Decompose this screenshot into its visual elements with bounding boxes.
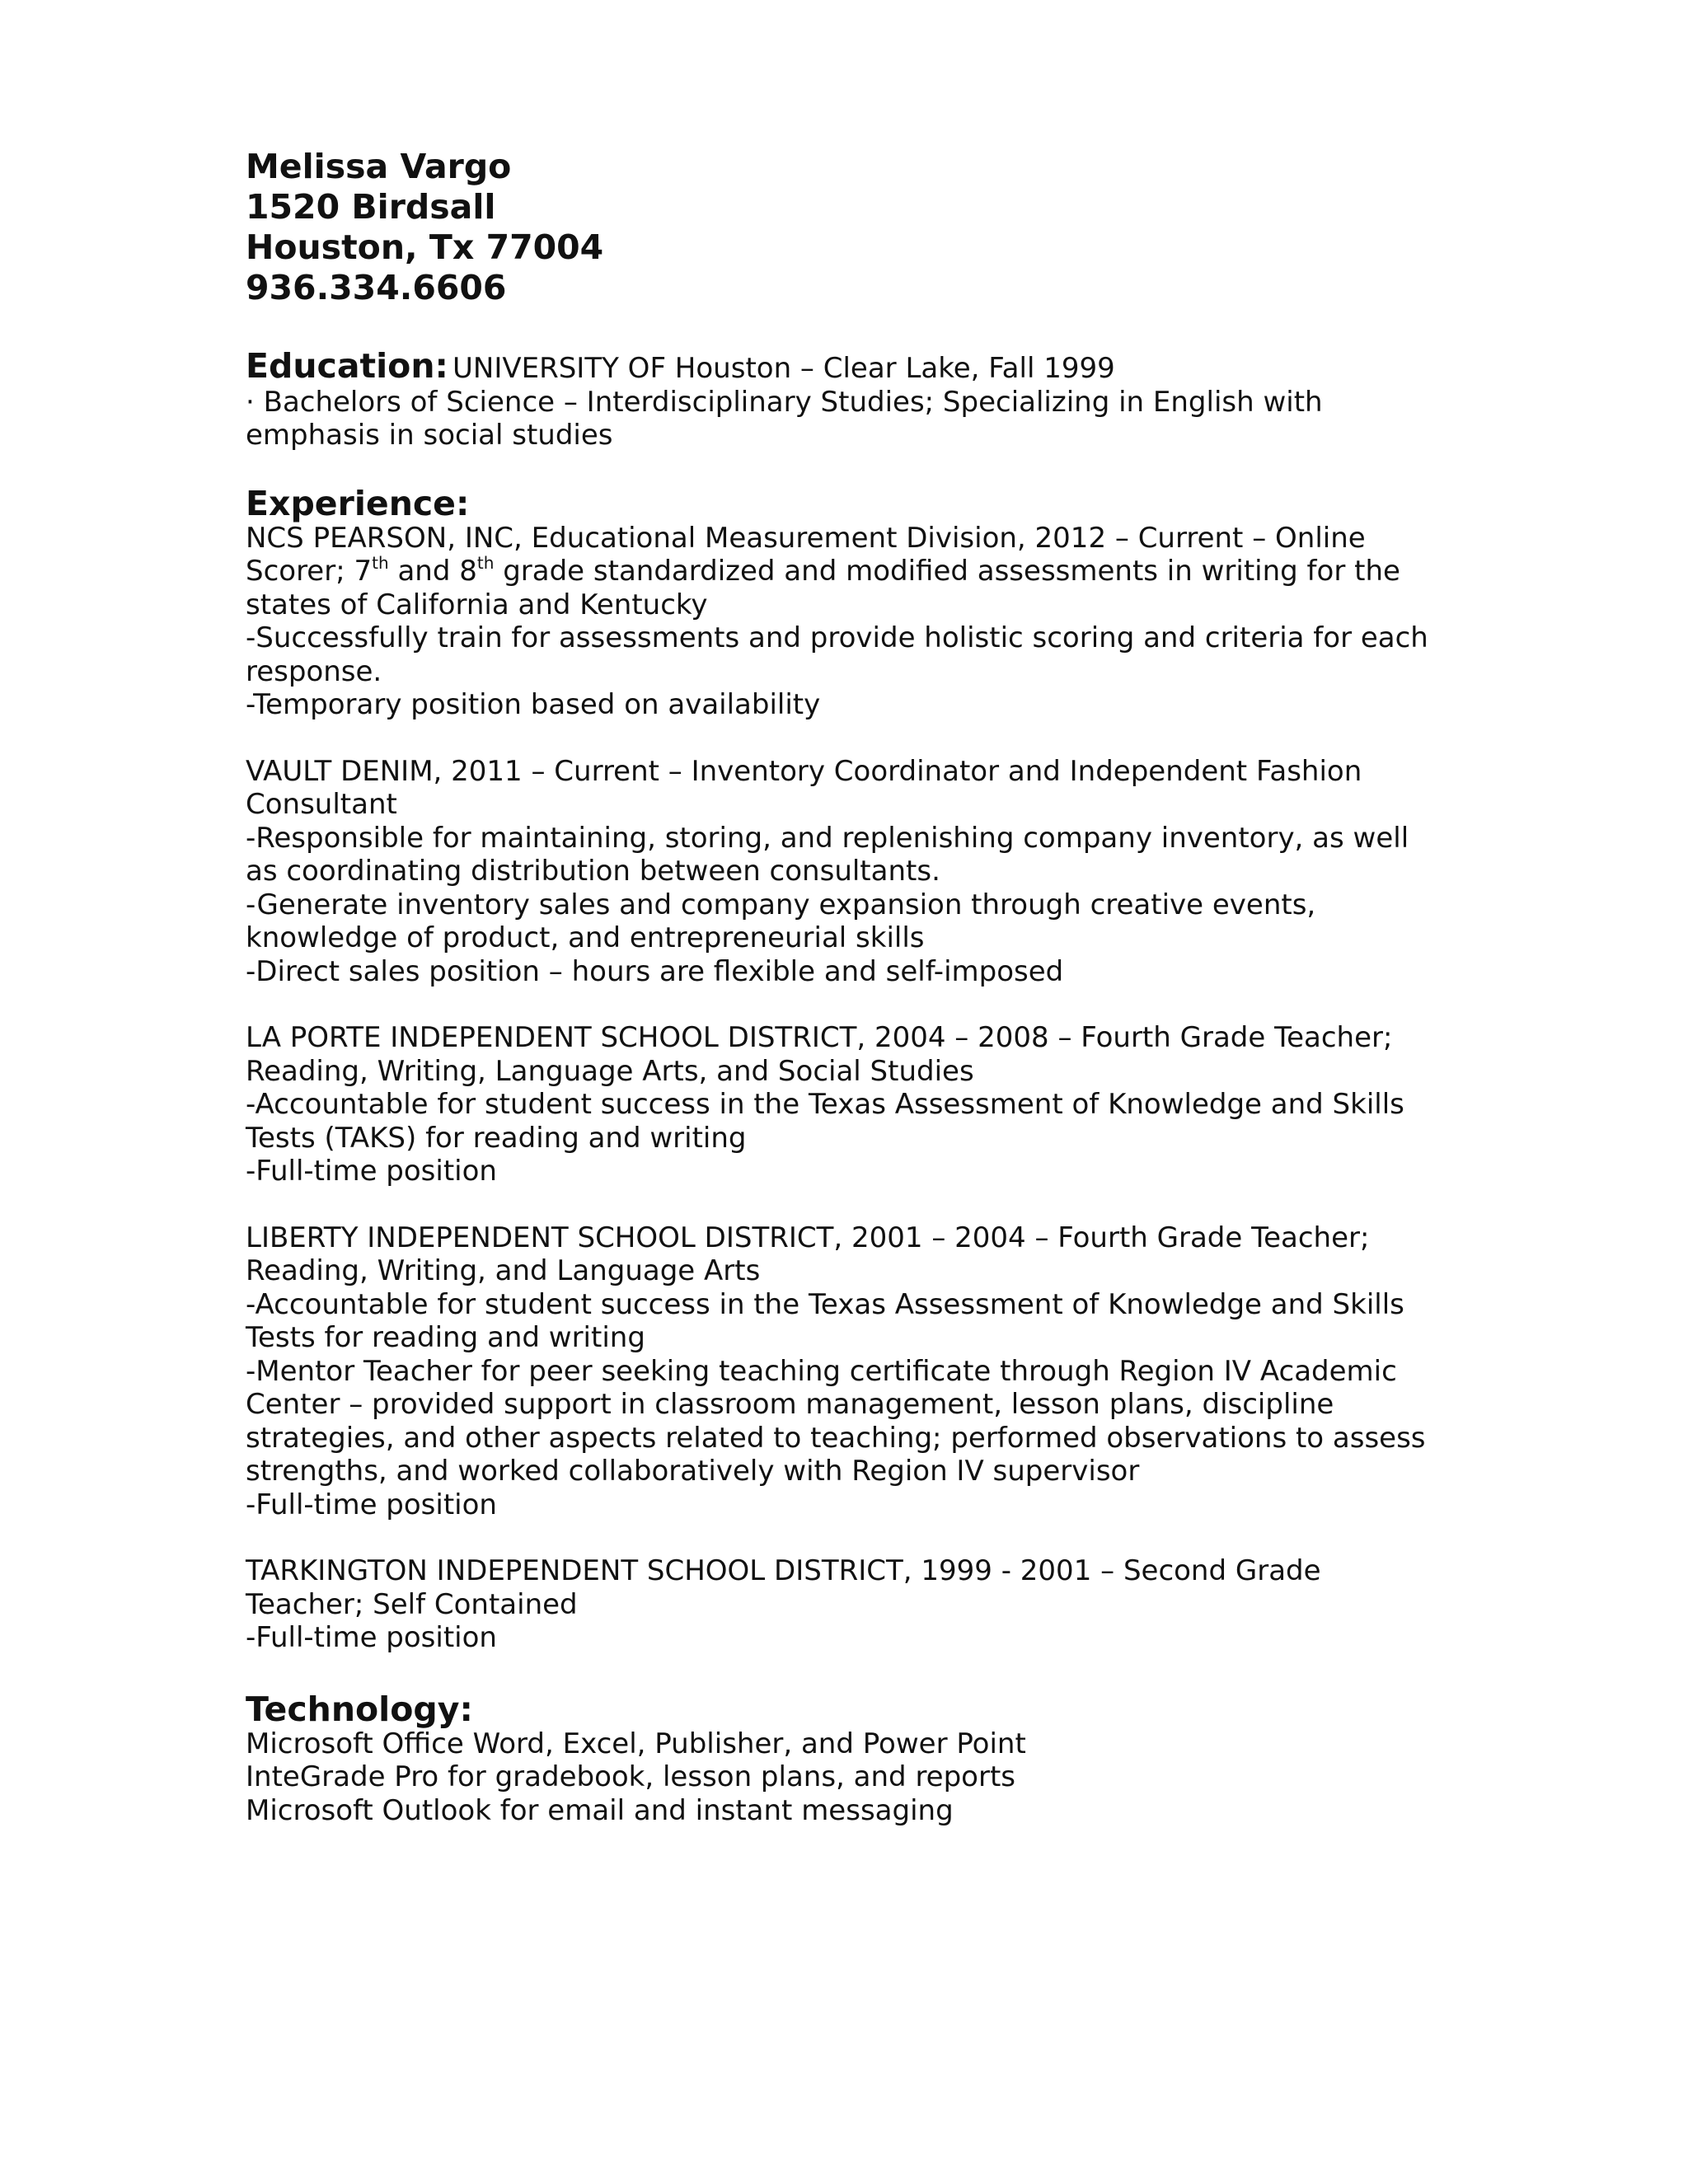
job-line: VAULT DENIM, 2011 – Current – Inventory Coordinator and Independent Fashion [246, 754, 1362, 788]
job-line: -Accountable for student success in the Texas Assessment of Knowledge and Skills [246, 1088, 1404, 1121]
contact-street: 1520 Birdsall [246, 187, 496, 227]
job-line: -Full-time position [246, 1488, 497, 1521]
experience-heading: Experience: [246, 483, 470, 523]
job-line: strategies, and other aspects related to teaching; performed observations to assess [246, 1421, 1426, 1455]
job-line: states of California and Kentucky [246, 588, 708, 621]
superscript: th [372, 552, 389, 573]
education-heading: Education: [246, 346, 448, 386]
job-line: -Full-time position [246, 1155, 497, 1188]
job-line: -Temporary position based on availability [246, 688, 821, 721]
job-line: -Full-time position [246, 1621, 497, 1654]
job-line: strengths, and worked collaboratively with Region IV supervisor [246, 1455, 1140, 1488]
education-section [246, 348, 1457, 452]
job-line: -Responsible for maintaining, storing, and replenishing company inventory, as well [246, 821, 1409, 855]
job-entry-tarkington-isd [246, 1554, 1457, 1655]
job-entry-liberty-isd [246, 1221, 1457, 1522]
contact-block [246, 147, 1457, 308]
contact-city: Houston, Tx 77004 [246, 227, 604, 267]
technology-item: Microsoft Office Word, Excel, Publisher, and Power Point [246, 1727, 1026, 1760]
technology-item: Microsoft Outlook for email and instant messaging [246, 1793, 954, 1827]
job-line: -Accountable for student success in the Texas Assessment of Knowledge and Skills [246, 1287, 1404, 1321]
job-line: NCS PEARSON, INC, Educational Measurement Division, 2012 – Current – Online [246, 521, 1366, 555]
job-line: TARKINGTON INDEPENDENT SCHOOL DISTRICT, 1999 - 2001 – Second Grade [246, 1554, 1321, 1587]
job-line: LA PORTE INDEPENDENT SCHOOL DISTRICT, 2004 – 2008 – Fourth Grade Teacher; [246, 1021, 1393, 1054]
job-entry-vault-denim [246, 755, 1457, 989]
experience-section [246, 522, 1457, 1655]
technology-heading: Technology: [246, 1689, 473, 1729]
technology-item: InteGrade Pro for gradebook, lesson plans, and reports [246, 1760, 1016, 1793]
job-line: LIBERTY INDEPENDENT SCHOOL DISTRICT, 2001 – 2004 – Fourth Grade Teacher; [246, 1221, 1370, 1254]
contact-phone: 936.334.6606 [246, 268, 507, 307]
job-line: Tests for reading and writing [246, 1321, 645, 1354]
job-line: Scorer; 7th and 8th grade standardized and modified assessments in writing for the [246, 552, 1400, 588]
technology-section [246, 1727, 1457, 1828]
job-line: Reading, Writing, and Language Arts [246, 1254, 761, 1287]
education-degree-line: · Bachelors of Science – Interdisciplinary Studies; Specializing in English with [246, 385, 1323, 419]
job-line: Tests (TAKS) for reading and writing [246, 1121, 747, 1155]
job-entry-la-porte-isd [246, 1021, 1457, 1188]
contact-name: Melissa Vargo [246, 147, 512, 186]
job-line: Center – provided support in classroom management, lesson plans, discipline [246, 1388, 1334, 1421]
resume-page [246, 147, 1457, 1827]
job-line: as coordinating distribution between consultants. [246, 855, 940, 888]
job-line: -Generate inventory sales and company expansion through creative events, [246, 888, 1316, 921]
job-line: -Direct sales position – hours are flexible and self-imposed [246, 954, 1064, 988]
superscript: th [476, 552, 495, 573]
job-line: -Mentor Teacher for peer seeking teaching certificate through Region IV Academic [246, 1354, 1397, 1388]
job-line: response. [246, 654, 382, 688]
job-line: -Successfully train for assessments and provide holistic scoring and criteria for each [246, 621, 1428, 654]
job-line: knowledge of product, and entrepreneurial skills [246, 921, 925, 954]
job-line: Teacher; Self Contained [246, 1587, 578, 1621]
education-school: UNIVERSITY OF Houston – Clear Lake, Fall 1999 [452, 352, 1115, 385]
job-line: Consultant [246, 788, 397, 821]
education-degree-line: emphasis in social studies [246, 419, 613, 452]
job-line: Reading, Writing, Language Arts, and Social Studies [246, 1054, 974, 1088]
job-entry-ncs-pearson [246, 522, 1457, 722]
